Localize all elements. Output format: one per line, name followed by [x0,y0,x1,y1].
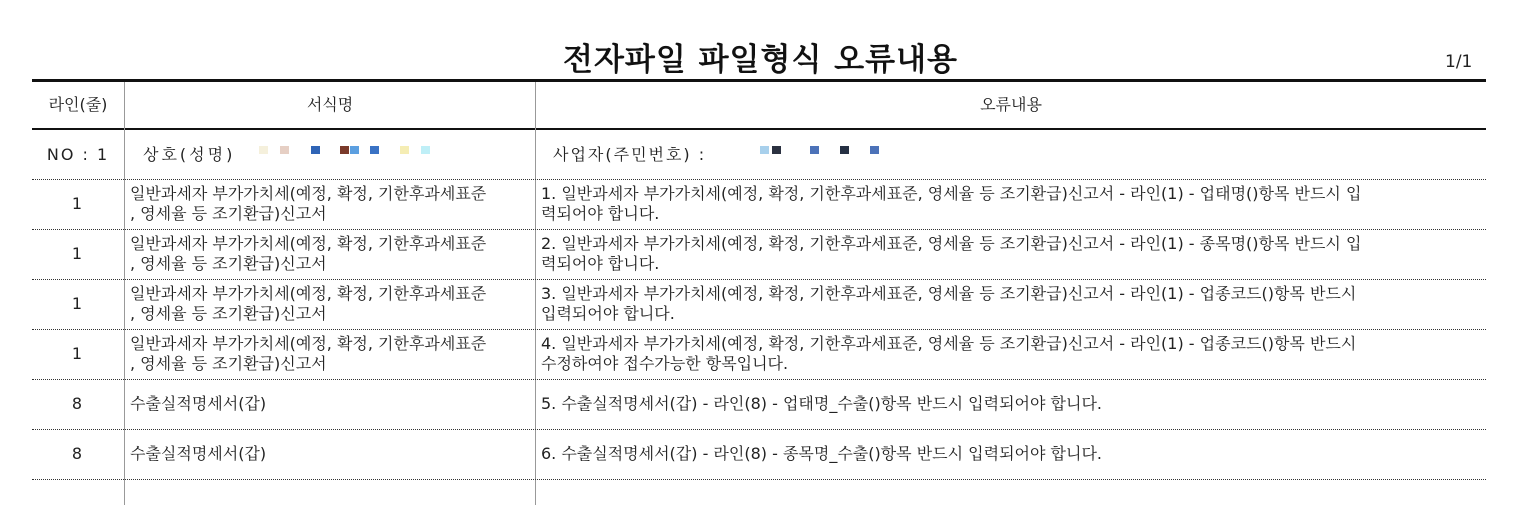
row-form-name [130,234,534,274]
redaction-block [370,146,379,154]
error-message-line: 4. 일반과세자 부가가치세(예정, 확정, 기한후과세표준, 영세율 등 조기환급)신고서 - 라인(1) - 업종코드()항목 반드시 [541,334,1357,353]
row-error-message [541,234,1481,274]
row-line-number: 1 [71,344,83,363]
error-message-line: 6. 수출실적명세서(갑) - 라인(8) - 종목명_수출()항목 반드시 입력되어야 합니다. [541,444,1102,463]
row-error-message [541,394,1481,414]
redaction-block [340,146,349,154]
table-row [0,430,1521,480]
redaction-block [421,146,430,154]
error-message-line: 수정하여야 접수가능한 항목입니다. [541,354,789,373]
form-name-line: , 영세율 등 조기환급)신고서 [130,254,327,273]
error-message-line: 2. 일반과세자 부가가치세(예정, 확정, 기한후과세표준, 영세율 등 조기환급)신고서 - 라인(1) - 종목명()항목 반드시 입 [541,234,1362,253]
row-form-name [130,334,534,374]
redaction-block [259,146,268,154]
row-error-message [541,284,1481,324]
redaction-block [870,146,879,154]
form-name-line: , 영세율 등 조기환급)신고서 [130,304,327,323]
report-title: 전자파일 파일형식 오류내용 [563,42,958,78]
row-error-message [541,334,1481,374]
table-row [0,280,1521,330]
redaction-block [400,146,409,154]
row-line-number: 1 [71,244,83,263]
error-message-line: 5. 수출실적명세서(갑) - 라인(8) - 업태명_수출()항목 반드시 입력되어야 합니다. [541,394,1102,413]
redaction-block [840,146,849,154]
redaction-block [810,146,819,154]
row-error-message [541,444,1481,464]
table-row [0,380,1521,430]
error-message-line: 력되어야 합니다. [541,254,660,273]
redaction-block [772,146,781,154]
form-name-line: , 영세율 등 조기환급)신고서 [130,204,327,223]
header-error-content: 오류내용 [980,95,1042,114]
error-message-line: 3. 일반과세자 부가가치세(예정, 확정, 기한후과세표준, 영세율 등 조기환급)신고서 - 라인(1) - 업종코드()항목 반드시 [541,284,1357,303]
form-name-line: 수출실적명세서(갑) [130,394,267,413]
row-separator [32,479,1486,480]
page-number: 1/1 [1445,52,1473,72]
business-number-label: 사업자(주민번호) : [553,145,707,164]
row-line-number: 1 [71,294,83,313]
table-row [0,330,1521,380]
header-form-name: 서식명 [306,95,354,114]
redaction-block [311,146,320,154]
form-name-line: 수출실적명세서(갑) [130,444,267,463]
form-name-line: , 영세율 등 조기환급)신고서 [130,354,327,373]
form-name-line: 일반과세자 부가가치세(예정, 확정, 기한후과세표준 [130,284,487,303]
form-name-line: 일반과세자 부가가치세(예정, 확정, 기한후과세표준 [130,334,487,353]
row-form-name [130,394,534,414]
row-form-name [130,444,534,464]
redaction-block [350,146,359,154]
header-line: 라인(줄) [48,95,108,114]
row-form-name [130,284,534,324]
redaction-block [280,146,289,154]
form-name-line: 일반과세자 부가가치세(예정, 확정, 기한후과세표준 [130,234,487,253]
record-number: NO : 1 [46,145,110,164]
error-message-line: 1. 일반과세자 부가가치세(예정, 확정, 기한후과세표준, 영세율 등 조기환급)신고서 - 라인(1) - 업태명()항목 반드시 입 [541,184,1362,203]
form-name-line: 일반과세자 부가가치세(예정, 확정, 기한후과세표준 [130,184,487,203]
error-message-line: 입력되어야 합니다. [541,304,675,323]
redaction-block [760,146,769,154]
row-error-message [541,184,1481,224]
error-message-line: 력되어야 합니다. [541,204,660,223]
business-name-label: 상호(성명) [143,145,236,164]
table-row [0,180,1521,230]
row-line-number: 8 [71,394,83,413]
table-row [0,230,1521,280]
row-form-name [130,184,534,224]
header-bottom-rule [32,128,1486,130]
row-line-number: 8 [71,444,83,463]
row-line-number: 1 [71,194,83,213]
